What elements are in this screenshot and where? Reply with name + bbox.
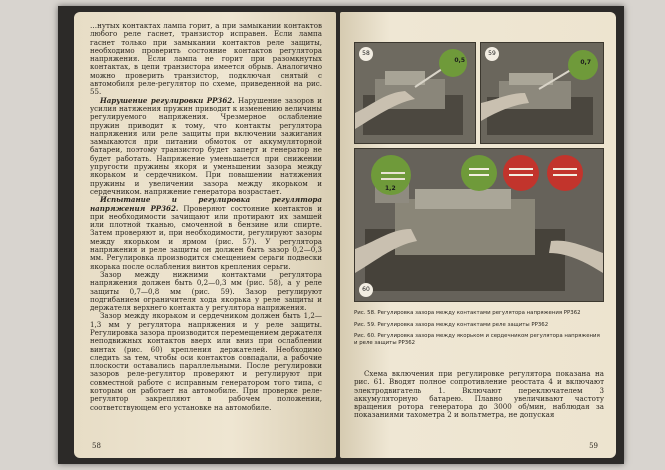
figure-number: 59 [485, 47, 499, 61]
paragraph: Зазор между якорьком и сердечником должен быть 1,2—1,3 мм у регулятора напряжения и у реле защиты. Регулировка зазора производится перемещением держателя неподвижных контактов вверх или вниз при ослаблении винтах (рис. 60) крепления держателей. Необходимо следить за тем, чтобы оси контактов совпадали, а рабочие плоскости оставались параллельными. После регулировки зазоров реле-регулятор проверяют и регулируют при совместной работе с исправным генератором того типа, с которым он работает на автомобиле. При проверке реле-регулятор закрепляют в рабочем положении, соответствующем его установке на автомобиле. [90, 311, 322, 412]
gauge-badge: 0,5 [454, 57, 465, 64]
section-heading: Нарушение регулировки РР362. [100, 95, 235, 105]
paragraph: Испытание и регулировка регулятора напряжения РР362. Проверяют состояние контактов и при необходимости зачищают или протирают их замшей или плотной тканью, смоченной в бензине или спирте. Затем проверяют и, при необходимости, регулируют зазоры между якорьком и ярмом (рис. 57). У регулятора напряжения и реле защиты он должен быть зазор 0,2—0,3 мм. Регулировка производится смещением серьги подвески якорька после ослабления винтов крепления серьги. [90, 195, 322, 271]
paragraph: …нутых контактах лампа горит, а при замыкании контактов любого реле гаснет, транзистор исправен. Если лампа гаснет только при замыкании контактов реле защиты, необходимо проверить состояние контактов регулятора напряжения. Если лампа не горит при разомкнутых контактах, в цепи транзистора имеется обрыв. Аналогично можно проверить транзистор, подключая снятый с автомобиля реле-регулятор по схеме, приведенной на рис. 55. [90, 21, 322, 97]
book-spread [58, 6, 624, 464]
figure-number: 60 [359, 283, 373, 297]
figure-number: 58 [359, 47, 373, 61]
figure-caption: Рис. 60. Регулировка зазора между якорьком и сердечником регулятора напряжения и реле защиты РР362 [354, 333, 600, 346]
left-page-text [90, 22, 322, 412]
regulator-photo-illustration [481, 43, 603, 143]
paragraph: Зазор между нижними контактами регулятора напряжения должен быть 0,2—0,3 мм (рис. 58), а у реле защиты 0,7—0,8 мм (рис. 59). Зазор регулируют подгибанием ограничителя хода якорька у реле защиты и держателя верхнего контакта у регулятора напряжения. [90, 269, 322, 313]
paragraph: Схема включения при регулировке регулятора показана на рис. 61. Вводят полное сопротивление реостата 4 и включают электродвигатель 1. Включают переключателем 3 аккумуляторную батарею. Плавно увеличивают частоту вращения ротора генератора до 3000 об/мин, наблюдая за показаниями тахометра 2 и вольтметра, не допуская [354, 369, 604, 420]
figure-59-photo [480, 42, 604, 144]
gauge-badge: 0,7 [580, 59, 591, 66]
right-page [340, 12, 616, 458]
right-page-text [354, 370, 604, 420]
page-number: 59 [589, 442, 598, 450]
figure-58-photo [354, 42, 476, 144]
page-number: 58 [92, 442, 101, 450]
paragraph: Нарушение регулировки РР362. Нарушение зазоров и усилия натяжения пружин приводит к изменению величины регулируемого напряжения. Чрезмерное ослабление пружин приводит к тому, что контакты регулятора напряжения или реле защиты при включении зажигания замыкаются при питании обмоток от аккумуляторной батареи, поэтому транзистор будет заперт и генератор не будет работать. Напряжение уменьшается при снижении упругости пружины якоря и уменьшении зазора между якорьком и сердечником. При повышении натяжения пружины и увеличении зазора между якорьком и сердечником. напряжение генератора возрастает. [90, 95, 322, 196]
figure-caption: Рис. 58. Регулировка зазора между контактами регулятора напряжения РР362 [354, 310, 581, 316]
regulator-photo-illustration [355, 149, 603, 301]
left-page [74, 12, 336, 458]
gauge-badge: 1,2 [385, 185, 396, 192]
section-heading: Испытание и регулировка регулятора напряжения РР362. [90, 195, 322, 213]
figure-captions [354, 310, 604, 351]
figure-60-photo [354, 148, 604, 302]
figure-caption: Рис. 59. Регулировка зазора между контактами реле защиты РР362 [354, 321, 549, 328]
